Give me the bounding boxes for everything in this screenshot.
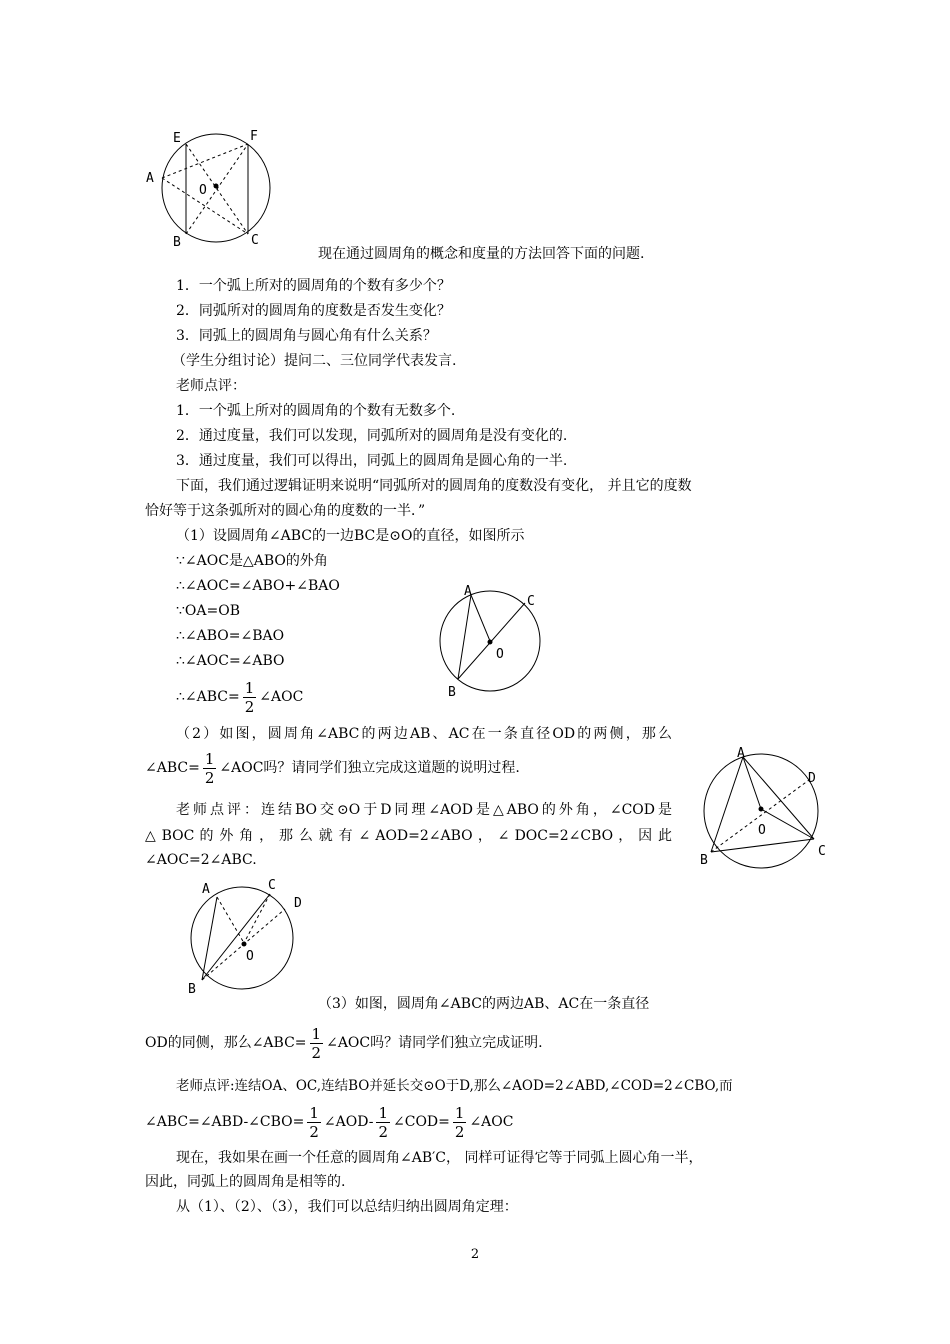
frac-den: 2 (454, 1122, 465, 1141)
case1-conclusion-suffix: ∠AOC (259, 689, 304, 705)
fig2-label-a: A (464, 584, 472, 599)
answer-3: 3．通过度量，我们可以得出，同弧上的圆周角是圆心角的一半. (176, 453, 568, 469)
case3-line-2-prefix: OD的同侧，那么∠ABC= (145, 1035, 307, 1051)
answer-1: 1．一个弧上所对的圆周角的个数有无数多个. (176, 403, 456, 419)
fig2-label-b: B (448, 685, 456, 700)
figure-opposite-sides (694, 742, 844, 877)
fig3-label-d: D (808, 771, 816, 786)
frac-den: 2 (311, 1043, 322, 1062)
fig4-dash-co (244, 894, 270, 943)
frac-num: 1 (311, 1024, 322, 1043)
fig1-label-o: O (199, 183, 207, 198)
frac-num: 1 (378, 1103, 389, 1122)
case1-step-1: ∵∠AOC是△ABO的外角 (176, 553, 328, 569)
fraction-half (203, 750, 217, 787)
fig4-label-a: A (202, 882, 210, 897)
fig1-label-b: B (173, 235, 181, 250)
frac-den: 2 (378, 1122, 389, 1141)
case1-title: （1）设圆周角∠ABC的一边BC是⊙O的直径，如图所示 (176, 528, 525, 544)
comment-title: 老师点评： (176, 378, 246, 394)
question-3: 3．同弧上的圆周角与圆心角有什么关系？ (176, 328, 437, 344)
case2-line-2-suffix: ∠AOC吗？请同学们独立完成这道题的说明过程. (219, 760, 520, 776)
fig3-line-ba (711, 757, 743, 852)
fig4-line-ba (202, 897, 217, 980)
fig1-label-e: E (173, 131, 181, 146)
case2-comment-3: ∠AOC=2∠ABC. (145, 852, 257, 868)
answer-2: 2．通过度量，我们可以发现，同弧所对的圆周角是没有变化的. (176, 428, 568, 444)
question-2: 2．同弧所对的圆周角的度数是否发生变化？ (176, 303, 451, 319)
case3-line-2-suffix: ∠AOC吗？请同学们独立完成证明. (326, 1035, 543, 1051)
case2-line-1: （2）如图，圆周角∠ABC的两边AB、AC在一条直径OD的两侧，那么 (176, 726, 672, 742)
case3-comment-1: 老师点评:连结OA、OC,连结BO并延长交⊙O于D,那么∠AOD=2∠ABD,∠COD=2∠CBO,而 (176, 1078, 733, 1094)
frac-den: 2 (244, 697, 255, 716)
conclusion-1: 现在，我如果在画一个任意的圆周角∠AB′C， 同样可证得它等于同弧上圆心角一半， (176, 1150, 703, 1166)
case1-conclusion-prefix: ∴∠ABC= (176, 689, 240, 705)
fig1-label-c: C (251, 233, 259, 248)
fig1-center (214, 184, 219, 189)
frac-num: 1 (244, 678, 255, 697)
fig4-line-bc (202, 894, 270, 980)
fig3-line-ao (743, 757, 761, 809)
case1-step-3: ∵OA=OB (176, 603, 240, 619)
fraction-half (453, 1104, 467, 1141)
case3-line-1: （3）如图，圆周角∠ABC的两边AB、AC在一条直径 (318, 996, 650, 1012)
fig3-label-a: A (737, 746, 745, 761)
case3-line-2 (145, 1024, 543, 1062)
frac-den: 2 (204, 768, 215, 787)
case3-comment-2-a: ∠ABC=∠ABD-∠CBO= (145, 1114, 305, 1130)
fig1-dash-af (162, 144, 248, 178)
case1-step-4: ∴∠ABO=∠BAO (176, 628, 285, 644)
fig4-label-d: D (294, 896, 302, 911)
fig3-line-ac (743, 757, 814, 839)
page-number: 2 (470, 1247, 480, 1262)
question-1: 1．一个弧上所对的圆周角的个数有多少个？ (176, 278, 451, 294)
case2-comment-1: 老师点评：连结BO交⊙O于D同理∠AOD是△ABO的外角，∠COD是 (176, 802, 672, 818)
fig3-center (759, 807, 764, 812)
fig3-label-o: O (758, 823, 766, 838)
fig4-label-b: B (188, 982, 196, 997)
discussion-text: （学生分组讨论）提问二、三位同学代表发言. (172, 353, 457, 369)
case3-comment-2-b: ∠AOD- (323, 1114, 374, 1130)
case2-line-2-prefix: ∠ABC= (145, 760, 200, 776)
fig3-line-co (761, 809, 814, 839)
case1-conclusion (176, 678, 303, 716)
case1-step-2: ∴∠AOC=∠ABO+∠BAO (176, 578, 340, 594)
fig4-label-c: C (268, 878, 276, 893)
case2-comment-2: △ BOC 的 外 角 ， 那 么 就 有 ∠ AOD=2∠ABO ， ∠ DOC=2∠CBO ， 因 此 (145, 828, 672, 844)
fig4-circle (191, 887, 293, 989)
fig1-label-f: F (250, 129, 258, 144)
fig2-center (488, 640, 493, 645)
figure-circle-efabc (140, 122, 280, 252)
fig2-label-c: C (527, 594, 535, 609)
fig2-line-ao (471, 595, 490, 641)
fig4-dash-ao (217, 897, 244, 943)
fraction-half (310, 1025, 324, 1062)
fig3-label-b: B (700, 853, 708, 868)
fig2-label-o: O (496, 647, 504, 662)
case1-step-5: ∴∠AOC=∠ABO (176, 653, 285, 669)
fraction-half (243, 679, 257, 716)
case2-line-2 (145, 749, 520, 787)
fig4-center (242, 942, 247, 947)
figure-same-side (182, 876, 312, 1001)
fraction-half (376, 1104, 390, 1141)
proof-intro-1: 下面，我们通过逻辑证明来说明“同弧所对的圆周角的度数没有变化， 并且它的度数 (176, 478, 692, 494)
frac-num: 1 (204, 749, 215, 768)
conclusion-3: 从（1）、（2）、（3），我们可以总结归纳出圆周角定理： (176, 1199, 518, 1215)
figure-diameter-case (430, 580, 560, 705)
fraction-half (307, 1104, 321, 1141)
conclusion-2: 因此，同弧上的圆周角是相等的. (145, 1174, 346, 1190)
frac-num: 1 (309, 1103, 319, 1122)
case3-comment-2-d: ∠AOC (469, 1114, 514, 1130)
frac-den: 2 (309, 1122, 319, 1141)
intro-text: 现在通过圆周角的概念和度量的方法回答下面的问题. (318, 246, 645, 262)
fig3-label-c: C (818, 844, 826, 859)
fig1-label-a: A (146, 171, 154, 186)
case3-comment-2 (145, 1103, 513, 1141)
case3-comment-2-c: ∠COD= (393, 1114, 450, 1130)
fig4-label-o: O (246, 949, 254, 964)
proof-intro-2: 恰好等于这条弧所对的圆心角的度数的一半．” (145, 503, 426, 519)
frac-num: 1 (454, 1103, 465, 1122)
